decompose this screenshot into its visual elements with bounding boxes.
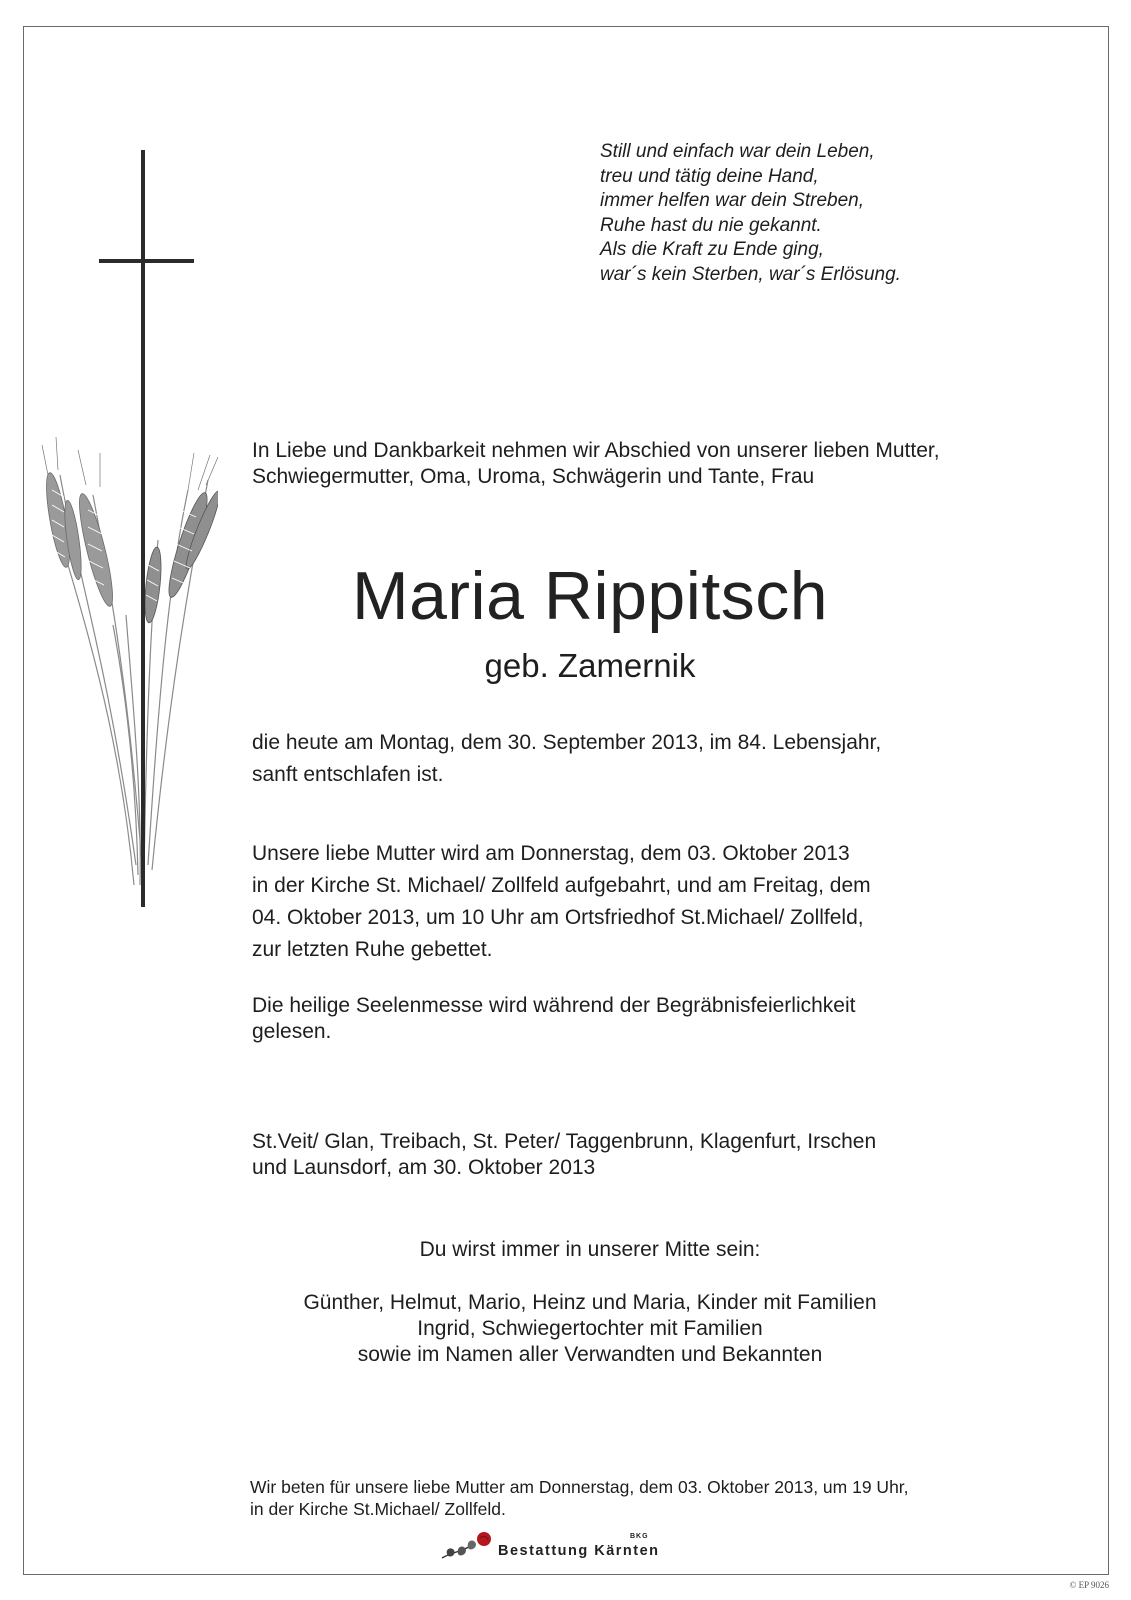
place-date-paragraph (252, 1129, 876, 1181)
funeral-line: Unsere liebe Mutter wird am Donnerstag, dem 03. Oktober 2013 (252, 842, 850, 865)
mourners-list (240, 1290, 940, 1368)
intro-line: In Liebe und Dankbarkeit nehmen wir Abschied von unserer lieben Mutter, (252, 439, 940, 462)
death-notice-paragraph (252, 727, 881, 791)
intro-paragraph (252, 438, 940, 490)
poem-line: Als die Kraft zu Ende ging, (600, 239, 824, 260)
mass-paragraph (252, 993, 855, 1045)
funeral-paragraph (252, 838, 871, 966)
prayer-line: Wir beten für unsere liebe Mutter am Donnerstag, dem 03. Oktober 2013, um 19 Uhr, (250, 1477, 909, 1497)
place-date-line: St.Veit/ Glan, Treibach, St. Peter/ Taggenbrunn, Klagenfurt, Irschen (252, 1130, 877, 1153)
poem (600, 140, 901, 287)
poem-line: Still und einfach war dein Leben, (600, 141, 875, 162)
mass-line: gelesen. (252, 1020, 332, 1043)
intro-line: Schwiegermutter, Oma, Uroma, Schwägerin und Tante, Frau (252, 465, 815, 488)
prayer-notice (250, 1476, 909, 1520)
prayer-line: in der Kirche St.Michael/ Zollfeld. (250, 1499, 506, 1519)
place-date-line: und Launsdorf, am 30. Oktober 2013 (252, 1156, 596, 1179)
funeral-line: 04. Oktober 2013, um 10 Uhr am Ortsfriedhof St.Michael/ Zollfeld, (252, 906, 864, 929)
mourners-line: Ingrid, Schwiegertochter mit Familien (417, 1317, 763, 1340)
rose-icon (440, 1530, 496, 1564)
logo-mark: BKG (630, 1533, 649, 1540)
funeral-line: in der Kirche St. Michael/ Zollfeld aufgebahrt, und am Freitag, dem (252, 874, 871, 897)
poem-line: immer helfen war dein Streben, (600, 190, 865, 211)
deceased-name: Maria Rippitsch (351, 558, 829, 634)
mass-line: Die heilige Seelenmesse wird während der Begräbnisfeierlichkeit (252, 994, 856, 1017)
logo-brand: Bestattung Kärnten (498, 1543, 660, 1559)
motto: Du wirst immer in unserer Mitte sein: (419, 1238, 761, 1261)
death-notice-line: sanft entschlafen ist. (252, 763, 444, 786)
poem-line: war´s kein Sterben, war´s Erlösung. (600, 263, 901, 285)
poem-line: treu und tätig deine Hand, (600, 165, 819, 187)
mourners-line: Günther, Helmut, Mario, Heinz und Maria, Kinder mit Familien (303, 1291, 877, 1314)
poem-line: Ruhe hast du nie gekannt. (600, 214, 822, 236)
funeral-line: zur letzten Ruhe gebettet. (252, 938, 493, 961)
mourners-line: sowie im Namen aller Verwandten und Bekannten (357, 1343, 823, 1366)
funeral-home-logo (440, 1530, 660, 1569)
cross-with-wheat-icon (38, 145, 218, 915)
death-notice-line: die heute am Montag, dem 30. September 2013, im 84. Lebensjahr, (252, 731, 882, 754)
birth-name: geb. Zamernik (484, 647, 696, 684)
print-code: © EP 9026 (1069, 1580, 1109, 1590)
